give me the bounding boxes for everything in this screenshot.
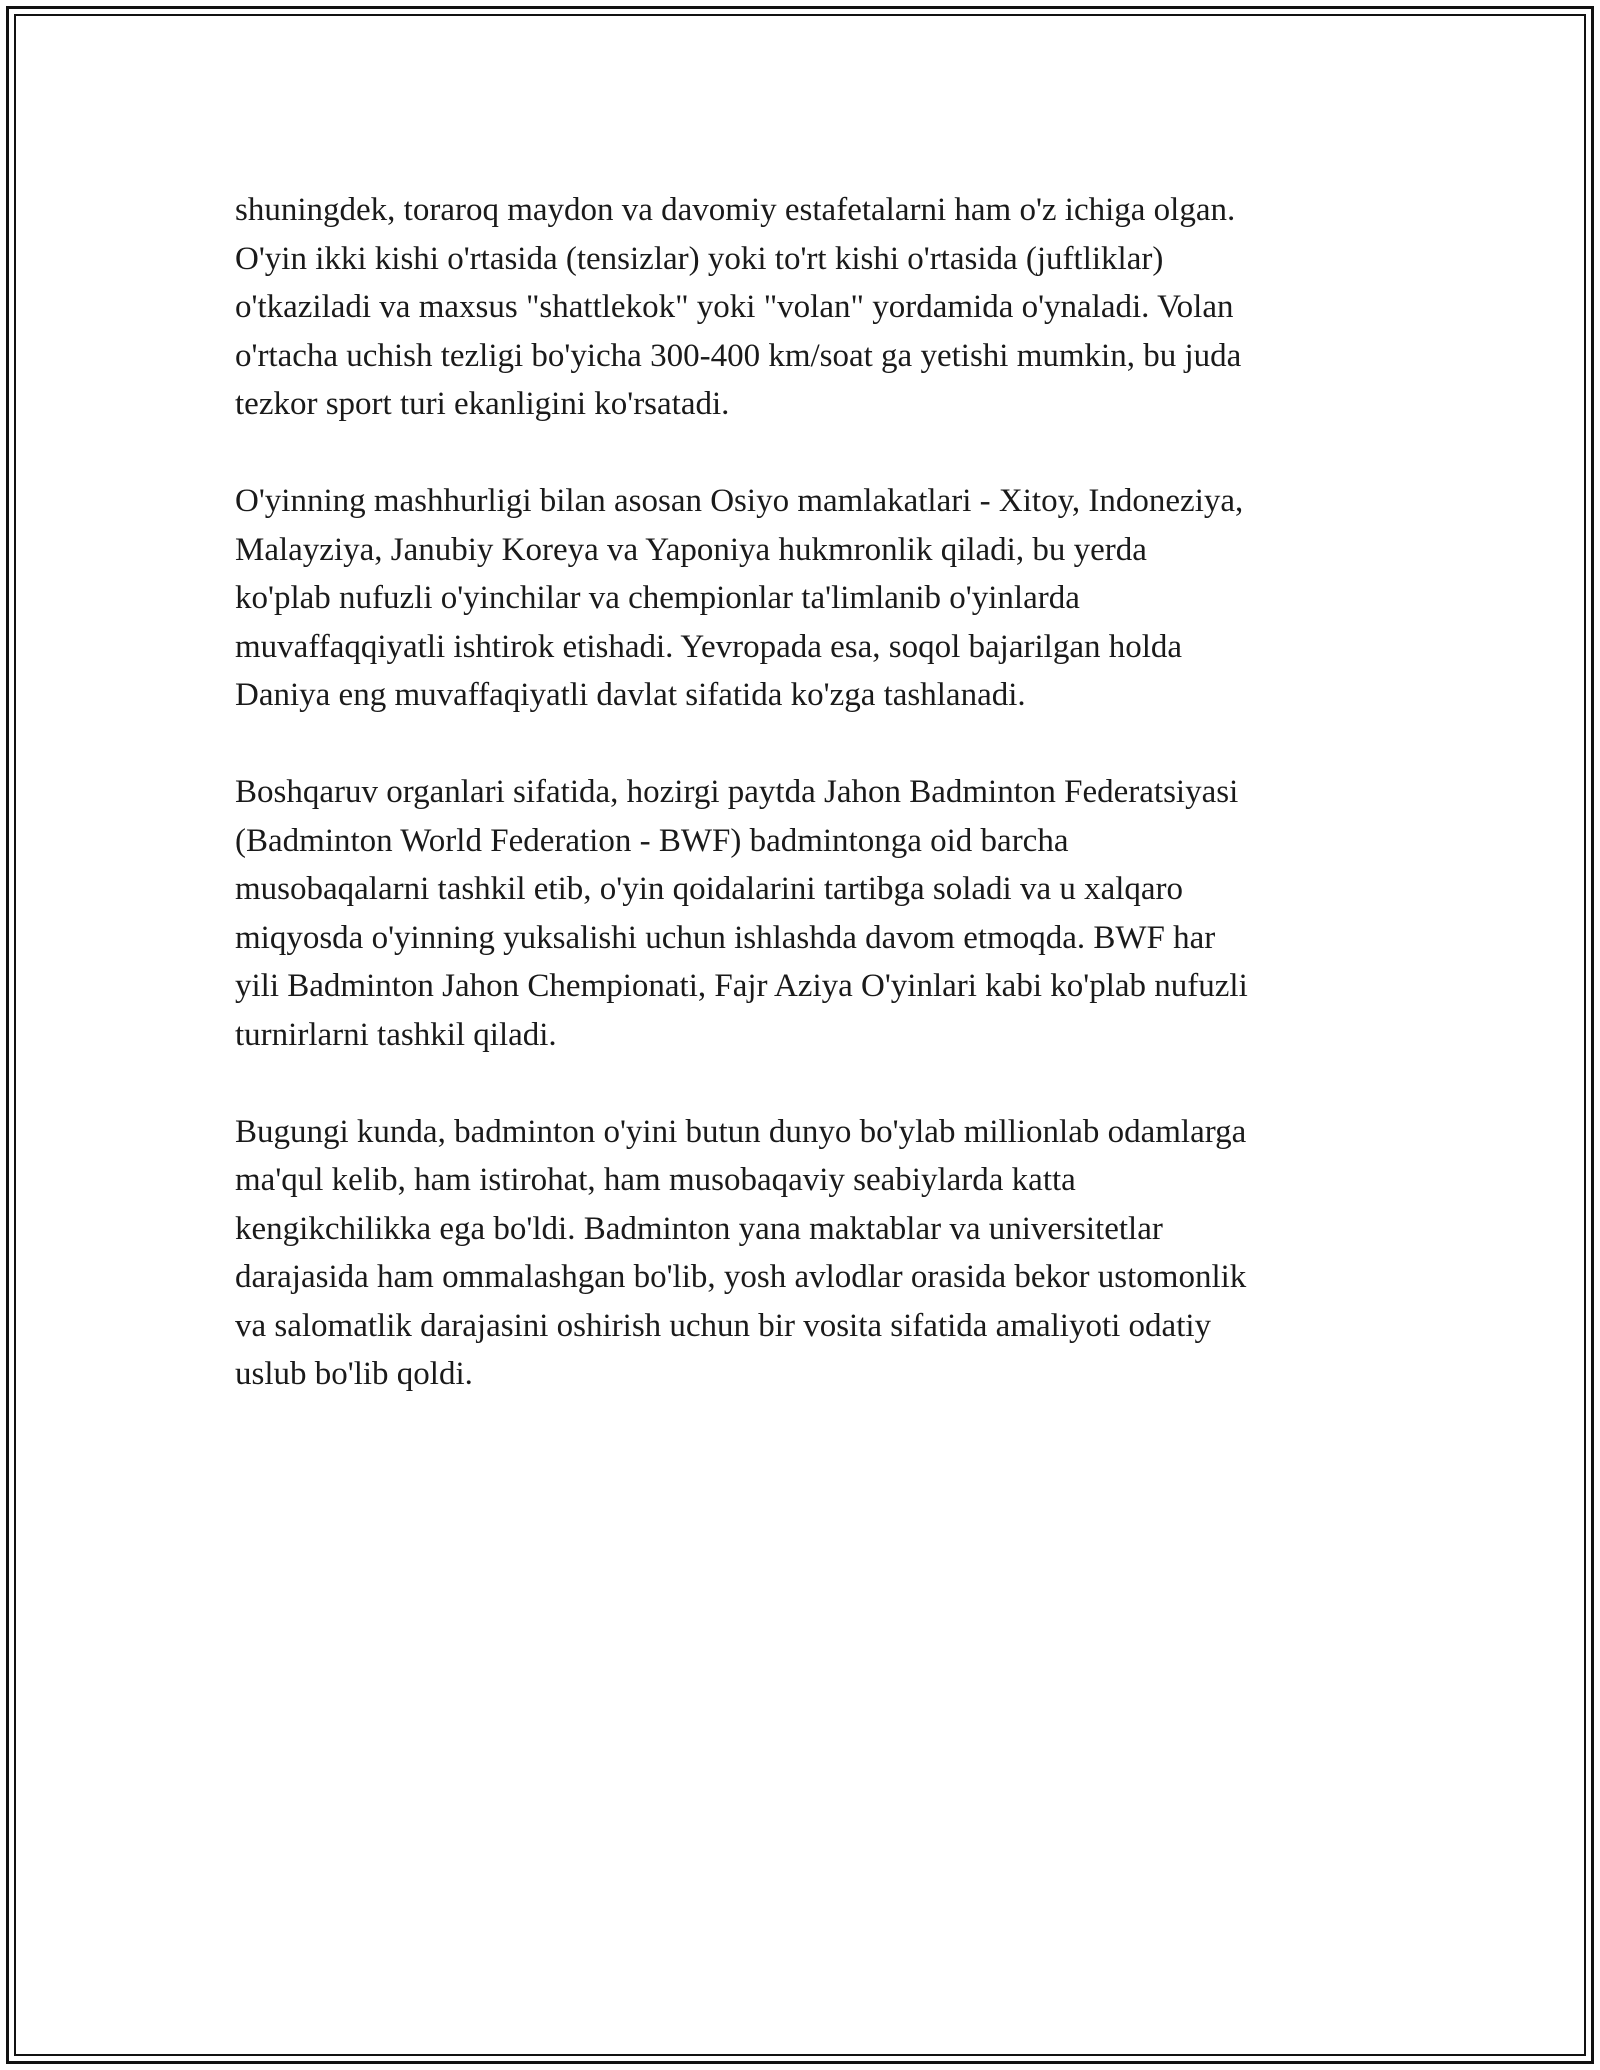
text-line: Bugungi kunda, badminton o'yini butun dunyo bo'ylab millionlab odamlarga [235,1113,1247,1150]
text-line: Daniya eng muvaffaqiyatli davlat sifatida ko'zga tashlanadi. [235,677,1026,713]
text-line: o'rtacha uchish tezligi bo'yicha 300-400 km/soat ga yetishi mumkin, bu juda [235,337,1242,374]
text-line: ma'qul kelib, ham istirohat, ham musobaqaviy seabiylarda katta [235,1162,1076,1198]
text-line: yili Badminton Jahon Chempionati, Fajr Aziya O'yinlari kabi ko'plab nufuzli [235,968,1248,1004]
text-line: kengikchilikka ega bo'ldi. Badminton yana maktablar va universitetlar [235,1210,1163,1247]
text-line: (Badminton World Federation - BWF) badmintonga oid barcha [235,822,1069,859]
text-line: shuningdek, toraroq maydon va davomiy estafetalarni ham o'z ichiga olgan. [235,192,1236,228]
text-line: va salomatlik darajasini oshirish uchun bir vosita sifatida amaliyoti odatiy [235,1307,1212,1344]
text-line: muvaffaqqiyatli ishtirok etishadi. Yevropada esa, soqol bajarilgan holda [235,628,1183,665]
paragraph-1 [235,186,1370,429]
paragraph-2 [235,477,1370,720]
text-line: o'tkaziladi va maxsus "shattlekok" yoki "volan" yordamida o'ynaladi. Volan [235,289,1234,325]
text-line: Malayziya, Janubiy Koreya va Yaponiya hukmronlik qiladi, bu yerda [235,531,1147,568]
document-body [235,186,1370,1447]
text-line: turnirlarni tashkil qiladi. [235,1016,557,1053]
text-line: musobaqalarni tashkil etib, o'yin qoidalarini tartibga soladi va u xalqaro [235,871,1184,907]
text-line: O'yinning mashhurligi bilan asosan Osiyo mamlakatlari - Xitoy, Indoneziya, [235,483,1244,519]
paragraph-3 [235,768,1370,1059]
text-line: tezkor sport turi ekanligini ko'rsatadi. [235,386,730,422]
text-line: uslub bo'lib qoldi. [235,1356,473,1392]
paragraph-4 [235,1108,1370,1399]
text-line: O'yin ikki kishi o'rtasida (tensizlar) yoki to'rt kishi o'rtasida (juftliklar) [235,240,1164,277]
text-line: ko'plab nufuzli o'yinchilar va chempionlar ta'limlanib o'yinlarda [235,580,1080,616]
text-line: miqyosda o'yinning yuksalishi uchun ishlashda davom etmoqda. BWF har [235,919,1216,956]
text-line: Boshqaruv organlari sifatida, hozirgi paytda Jahon Badminton Federatsiyasi [235,774,1239,810]
text-line: darajasida ham ommalashgan bo'lib, yosh avlodlar orasida bekor ustomonlik [235,1259,1247,1295]
